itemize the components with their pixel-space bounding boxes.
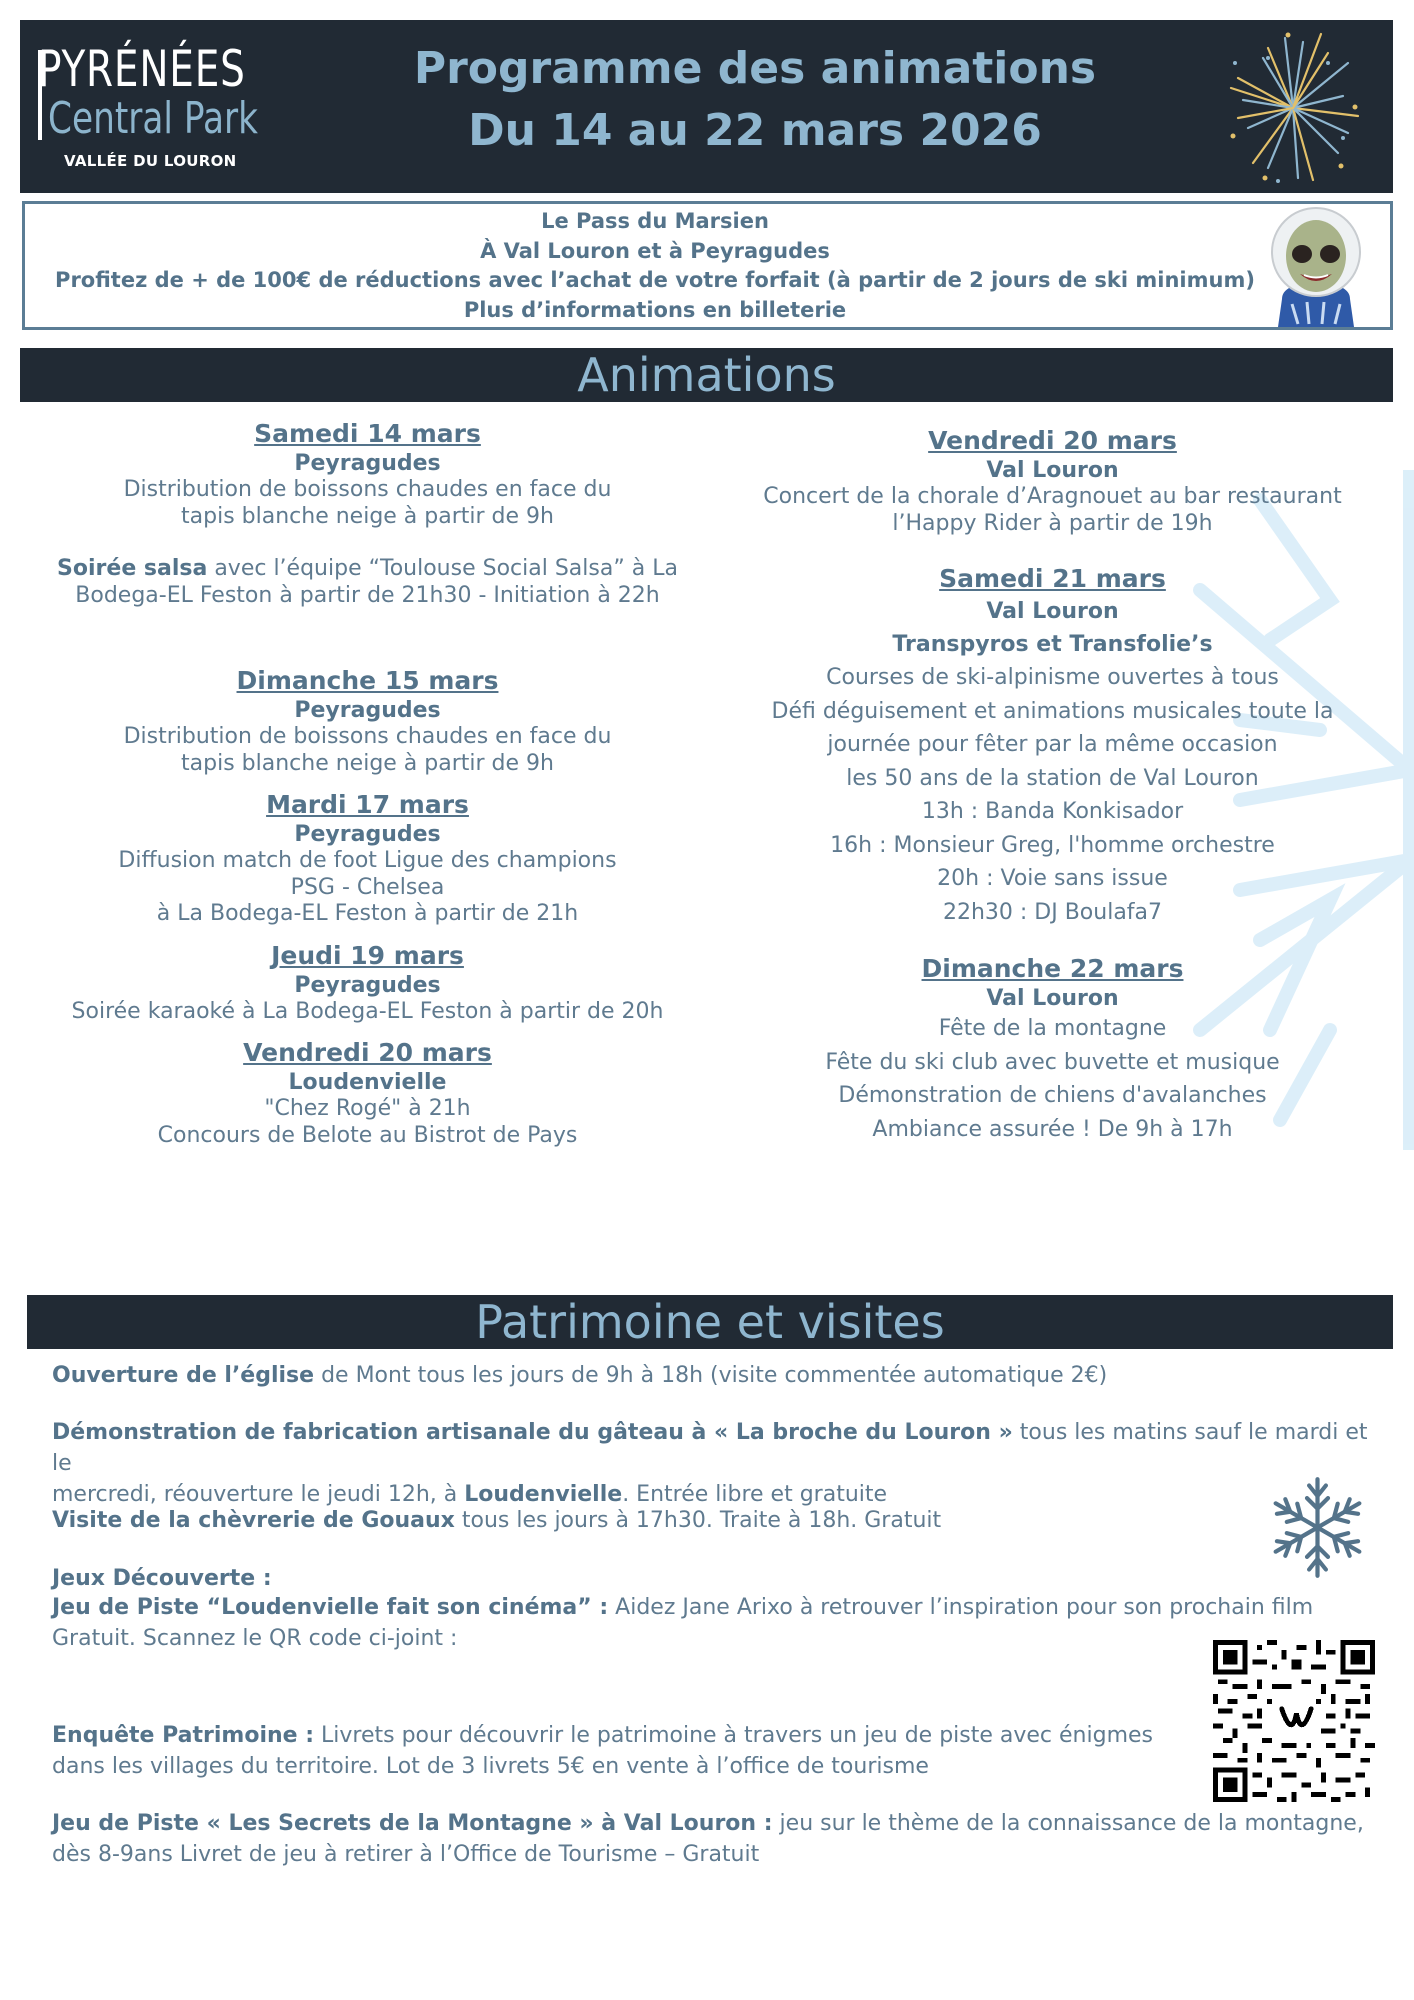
day-title: Vendredi 20 mars	[928, 426, 1177, 455]
event-day-mardi-17	[20, 789, 715, 928]
event-line: Fête du ski club avec buvette et musique	[825, 1049, 1280, 1075]
item-text: Gratuit. Scannez le QR code ci-joint :	[52, 1626, 458, 1651]
item-highlight: Ouverture de l’église	[52, 1363, 315, 1388]
patrimoine-item-jeux-decouverte	[52, 1563, 1392, 1594]
event-line: à La Bodega-EL Feston à partir de 21h	[156, 901, 579, 926]
day-title: Mardi 17 mars	[266, 790, 469, 819]
logo-line-vallee: VALLÉE DU LOURON	[64, 152, 237, 170]
day-place: Val Louron	[986, 458, 1119, 483]
pass-location: À Val Louron et à Peyragudes	[480, 238, 830, 263]
event-highlight: Soirée salsa	[57, 556, 208, 581]
event-line: Bodega-EL Feston à partir de 21h30 - Initiation à 22h	[75, 582, 660, 608]
patrimoine-item-chevrerie	[52, 1505, 1392, 1536]
event-text: avec l’équipe “Toulouse Social Salsa” à La	[207, 556, 678, 581]
pass-info: Plus d’informations en billeterie	[463, 297, 847, 322]
item-text: . Entrée libre et gratuite	[622, 1482, 888, 1507]
event-line: Soirée karaoké à La Bodega-EL Feston à partir de 20h	[71, 998, 664, 1024]
item-text: de Mont tous les jours de 9h à 18h (visite commentée automatique 2€)	[314, 1363, 1108, 1388]
event-day-samedi-14	[20, 418, 715, 609]
patrimoine-item-enquete	[52, 1720, 1212, 1782]
patrimoine-item-eglise	[52, 1360, 1392, 1391]
event-day-vendredi-20-loudenvielle	[20, 1037, 715, 1149]
patrimoine-item-jeu-de-piste-cinema	[52, 1592, 1392, 1654]
item-highlight: Jeux Découverte :	[52, 1566, 272, 1591]
day-title: Vendredi 20 mars	[243, 1038, 492, 1067]
day-place: Peyragudes	[294, 972, 441, 998]
item-text: mercredi, réouverture le jeudi 12h, à	[52, 1482, 465, 1507]
event-line: Fête de la montagne	[938, 1016, 1167, 1041]
alien-mascot-image	[1262, 204, 1370, 327]
patrimoine-item-gateau	[52, 1417, 1392, 1510]
day-subtitle: Transpyros et Transfolie’s	[892, 632, 1213, 657]
event-day-dimanche-15	[20, 665, 715, 777]
event-line: Diffusion match de foot Ligue des champions	[118, 848, 617, 873]
pass-title: Le Pass du Marsien	[541, 209, 769, 233]
header-banner	[20, 20, 1393, 193]
day-place: Val Louron	[986, 599, 1119, 624]
day-title: Jeudi 19 mars	[271, 940, 464, 970]
patrimoine-item-secrets-montagne	[52, 1808, 1392, 1870]
event-line-salsa	[20, 556, 715, 583]
item-text: dans les villages du territoire. Lot de 3 livrets 5€ en vente à l’office de tourisme	[52, 1754, 929, 1779]
day-title: Samedi 21 mars	[939, 564, 1166, 593]
event-line: Concours de Belote au Bistrot de Pays	[157, 1122, 578, 1148]
event-line: 16h : Monsieur Greg, l'homme orchestre	[830, 832, 1275, 858]
item-text: jeu sur le thème de la connaissance de la montagne,	[772, 1811, 1364, 1836]
item-highlight: Jeu de Piste « Les Secrets de la Montagne » à Val Louron :	[52, 1811, 773, 1836]
event-line: PSG - Chelsea	[290, 874, 445, 900]
item-highlight: Visite de la chèvrerie de Gouaux	[52, 1508, 455, 1533]
item-text: Aidez Jane Arixo à retrouver l’inspiration pour son prochain film	[608, 1595, 1314, 1620]
item-highlight: Enquête Patrimoine :	[52, 1723, 315, 1748]
item-text: Livrets pour découvrir le patrimoine à travers un jeu de piste avec énigmes	[314, 1723, 1153, 1748]
event-line: les 50 ans de la station de Val Louron	[846, 765, 1259, 791]
day-title: Dimanche 15 mars	[236, 666, 499, 695]
event-day-jeudi-19	[20, 940, 715, 1026]
event-line: Ambiance assurée ! De 9h à 17h	[872, 1116, 1233, 1142]
patrimoine-section-header: Patrimoine et visites	[27, 1295, 1393, 1349]
event-line: tapis blanche neige à partir de 9h	[181, 503, 554, 529]
animations-section-header: Animations	[20, 348, 1393, 402]
logo-line-pyrenees: PYRÉNÉES	[38, 40, 246, 98]
pyrenees-central-park-logo	[38, 42, 278, 182]
day-place: Val Louron	[986, 986, 1119, 1011]
event-line: Distribution de boissons chaudes en face du	[123, 724, 612, 749]
day-title: Dimanche 22 mars	[921, 954, 1184, 983]
item-text: tous les jours à 17h30. Traite à 18h. Gratuit	[454, 1508, 942, 1533]
event-line: Concert de la chorale d’Aragnouet au bar restaurant	[763, 484, 1342, 509]
event-line: "Chez Rogé" à 21h	[264, 1096, 471, 1121]
qr-code[interactable]	[1213, 1640, 1375, 1802]
event-line: Démonstration de chiens d'avalanches	[838, 1083, 1267, 1108]
item-highlight: Loudenvielle	[464, 1482, 623, 1507]
pass-text	[25, 207, 1285, 325]
event-line: tapis blanche neige à partir de 9h	[181, 750, 554, 776]
fireworks-icon	[1218, 28, 1368, 188]
item-text: dès 8-9ans Livret de jeu à retirer à l’Office de Tourisme – Gratuit	[52, 1842, 760, 1867]
animations-right-column	[720, 425, 1385, 1158]
day-place: Peyragudes	[294, 451, 441, 476]
event-line: Distribution de boissons chaudes en face du	[123, 477, 612, 502]
event-line: 20h : Voie sans issue	[937, 866, 1168, 891]
day-place: Loudenvielle	[288, 1070, 447, 1095]
animations-left-column	[20, 418, 715, 1161]
item-highlight: Jeu de Piste “Loudenvielle fait son cinéma” :	[52, 1595, 609, 1620]
event-day-samedi-21	[720, 563, 1385, 929]
event-line: Défi déguisement et animations musicales toute la	[771, 698, 1334, 724]
event-day-vendredi-20-val-louron	[720, 425, 1385, 537]
snowflake-icon	[1265, 1475, 1370, 1580]
item-text: tous les matins sauf le mardi et le	[52, 1420, 1368, 1476]
day-title: Samedi 14 mars	[254, 419, 481, 448]
event-line: 22h30 : DJ Boulafa7	[942, 899, 1163, 925]
day-place: Peyragudes	[294, 698, 441, 723]
pass-du-marsien-box	[22, 201, 1393, 330]
page-title	[320, 38, 1190, 162]
pass-offer: Profitez de + de 100€ de réductions avec l’achat de votre forfait (à partir de 2 jours de ski minimum)	[55, 268, 1255, 292]
event-line: l’Happy Rider à partir de 19h	[892, 510, 1213, 536]
event-day-dimanche-22	[720, 953, 1385, 1146]
event-line: journée pour fêter par la même occasion	[827, 732, 1278, 757]
item-highlight: Démonstration de fabrication artisanale du gâteau à « La broche du Louron »	[52, 1420, 1013, 1445]
title-line-2: Du 14 au 22 mars 2026	[468, 105, 1042, 156]
event-line: Courses de ski-alpinisme ouvertes à tous	[826, 665, 1279, 690]
event-line: 13h : Banda Konkisador	[921, 799, 1184, 824]
logo-line-central-park: Central Park	[48, 93, 259, 144]
day-place: Peyragudes	[294, 822, 441, 847]
title-line-1: Programme des animations	[413, 43, 1097, 94]
